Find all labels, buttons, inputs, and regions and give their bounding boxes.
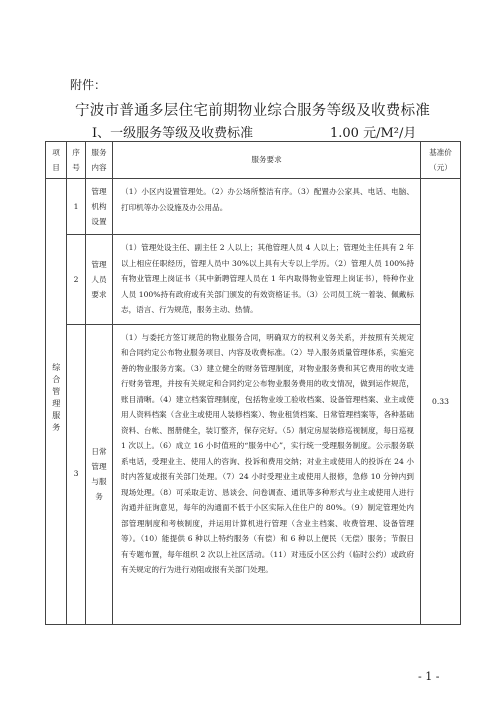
price-standard: 1.00 元/M²/月 [330, 126, 417, 141]
row-seq: 1 [67, 179, 86, 235]
row-requirements: （1）小区内设置管理处。（2）办公场所整洁有序。（3）配置办公家具、电话、电脑、打印机等办公设施及办公用品。 [113, 179, 421, 235]
header-content: 服务内容 [86, 142, 113, 179]
table-header-row [46, 142, 461, 179]
base-price-value: 0.33 [421, 179, 461, 625]
page-number: - 1 - [418, 670, 440, 683]
table-row [46, 235, 461, 325]
row-content: 管理机构设置 [86, 179, 113, 235]
row-content: 日常管理与服务 [86, 324, 113, 624]
header-base-price: 基准价（元） [421, 142, 461, 179]
row-seq: 3 [67, 324, 86, 624]
category-cell [46, 179, 67, 625]
row-requirements: （1）与委托方签订规范的物业服务合同，明确双方的权利义务关系，并按照有关规定和合同约定公布物业服务项目、内容及收费标准。（2）导入服务质量管理体系，实施完善的物业服务方案。（3）建立健全的财务管理制度，对物业服务费和其它费用的收支进行财务管理，并按有关规定和合同约定公布物业服务费用的收支情况，做到运作规范，账目清晰。（4）建立档案管理制度，包括物业竣工验收档案、设备管理档案、业主或使用人资料档案（含业主或使用人装修档案）、物业租赁档案、日常管理档案等，各种基础资料、台帐、图册健全，装订整齐，保存完好。（5）制定房屋装修巡视制度，每日巡视 1 次以上。（6）成立 16 小时值班的“服务中心”，实行统一受理服务制度。公示服务联系电话，受理业主、使用人的咨询、投诉和费用交纳；对业主或使用人的投诉在 24 小时内答复或报有关部门处理。（7）24 小时受理业主或使用人报修，急修 10 分钟内到现场处理。（8）可采取走访、恳谈会、问卷调查、通讯等多种形式与业主或使用人进行沟通并征询意见，每年的沟通面不低于小区实际入住住户的 80%。（9）制定管理处内部管理制度和考核制度，并运用计算机进行管理（含业主档案、收费管理、设备管理等）。（10）能提供 6 种以上特约服务（有偿）和 6 种以上便民（无偿）服务；节假日有专题布置，每年组织 2 次以上社区活动。（11）对违反小区公约（临时公约）或政府有关规定的行为进行劝阻或报有关部门处理。 [113, 324, 421, 624]
table-row [46, 324, 461, 624]
category-label: 综合管理服务 [51, 362, 61, 435]
row-seq: 2 [67, 235, 86, 325]
document-title: 宁波市普通多层住宅前期物业综合服务等级及收费标准 [75, 103, 431, 119]
row-content: 管理人员要求 [86, 235, 113, 325]
header-seq: 序号 [67, 142, 86, 179]
service-standard-table [45, 141, 461, 625]
header-requirements: 服务要求 [113, 142, 421, 179]
table-row [46, 179, 461, 235]
header-item: 项目 [46, 142, 67, 179]
attachment-label: 附件： [70, 78, 107, 92]
service-level-subtitle: Ⅰ、一级服务等级及收费标准 [92, 126, 254, 141]
row-requirements: （1）管理处设主任、副主任 2 人以上；其他管理人员 4 人以上；管理处主任具有 2 年以上相应任职经历，管理人员中 30%以上具有大专以上学历。（2）管理人员 100%持有物业管理上岗证书（其中新聘管理人员在 1 年内取得物业管理上岗证书），特种作业人员 100%持有政府或有关部门颁发的有效资格证书。（3）公司员工统一着装、佩戴标志，语言、行为规范，服务主动、热情。 [113, 235, 421, 325]
